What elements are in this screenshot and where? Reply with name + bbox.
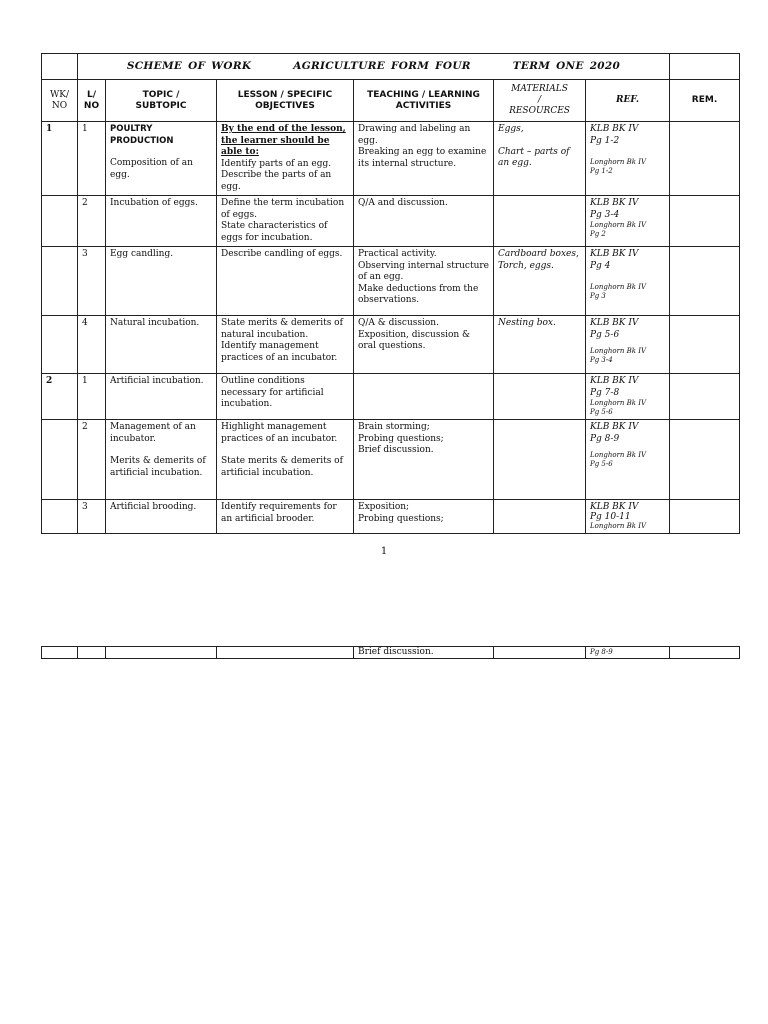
table-row xyxy=(42,316,740,374)
ref-cell: KLB BK IV Pg 7-8 Longhorn Bk IV Pg 5-6 xyxy=(586,374,670,420)
scheme-of-work-table xyxy=(41,53,740,534)
activities-cell: Brain storming; Probing questions; Brief discussion. xyxy=(354,420,494,500)
ref-cell: KLB BK IV Pg 3-4 Longhorn Bk IV Pg 2 xyxy=(586,196,670,247)
table-row xyxy=(42,122,740,196)
week-number xyxy=(42,420,78,500)
week-number xyxy=(42,500,78,534)
week-number xyxy=(42,647,78,659)
objectives-cell: Define the term incubation of eggs. State characteristics of eggs for incubation. xyxy=(217,196,354,247)
remarks-cell xyxy=(670,500,740,534)
table-row xyxy=(42,647,740,659)
title-subject: AGRICULTURE FORM FOUR xyxy=(293,59,471,72)
remarks-cell xyxy=(670,374,740,420)
topic-cell: Incubation of eggs. xyxy=(106,196,217,247)
ref-cell: KLB BK IV Pg 10-11 Longhorn Bk IV xyxy=(586,500,670,534)
activities-cell: Brief discussion. xyxy=(354,647,494,659)
lesson-number: 3 xyxy=(78,500,106,534)
activities-cell: Q/A & discussion. Exposition, discussion & oral questions. xyxy=(354,316,494,374)
objectives-cell xyxy=(217,647,354,659)
lesson-number xyxy=(78,647,106,659)
topic-cell xyxy=(106,647,217,659)
topic-cell: Natural incubation. xyxy=(106,316,217,374)
lesson-number: 2 xyxy=(78,196,106,247)
topic-heading: POULTRY PRODUCTION xyxy=(110,124,174,146)
objectives-intro: By the end of the lesson, the learner should be able to: xyxy=(221,124,346,157)
title-blank-cell xyxy=(42,54,78,80)
title-scheme: SCHEME OF WORK xyxy=(126,59,252,72)
header-ref: REF. xyxy=(586,80,670,122)
topic-cell: Artificial incubation. xyxy=(106,374,217,420)
materials-cell xyxy=(494,374,586,420)
lesson-number: 4 xyxy=(78,316,106,374)
title-term: TERM ONE 2020 xyxy=(512,59,621,72)
document-title xyxy=(78,54,670,80)
objectives-cell: Outline conditions necessary for artificial incubation. xyxy=(217,374,354,420)
remarks-cell xyxy=(670,196,740,247)
topic-cell: Artificial brooding. xyxy=(106,500,217,534)
header-materials: MATERIALS / RESOURCES xyxy=(494,80,586,122)
remarks-cell xyxy=(670,316,740,374)
header-lesson: LESSON / SPECIFIC OBJECTIVES xyxy=(217,80,354,122)
header-topic: TOPIC / SUBTOPIC xyxy=(106,80,217,122)
ref-cell: Pg 8-9 xyxy=(586,647,670,659)
week-number xyxy=(42,247,78,316)
week-number: 1 xyxy=(42,122,78,196)
materials-cell xyxy=(494,500,586,534)
lesson-number: 2 xyxy=(78,420,106,500)
page-number: 1 xyxy=(380,546,388,557)
materials-cell: Eggs, Chart – parts of an egg. xyxy=(494,122,586,196)
topic-cell: POULTRY PRODUCTION Composition of an egg. xyxy=(106,122,217,196)
materials-cell xyxy=(494,420,586,500)
header-teaching: TEACHING / LEARNING ACTIVITIES xyxy=(354,80,494,122)
objectives-cell: Identify requirements for an artificial brooder. xyxy=(217,500,354,534)
lesson-number: 3 xyxy=(78,247,106,316)
ref-cell: KLB BK IV Pg 4 Longhorn Bk IV Pg 3 xyxy=(586,247,670,316)
objectives-cell: State merits & demerits of natural incubation. Identify management practices of an incubator. xyxy=(217,316,354,374)
table-row xyxy=(42,500,740,534)
header-lno: L/ NO xyxy=(78,80,106,122)
header-rem: REM. xyxy=(670,80,740,122)
week-number xyxy=(42,196,78,247)
objectives-cell: Highlight management practices of an incubator. State merits & demerits of artificial incubation. xyxy=(217,420,354,500)
week-number: 2 xyxy=(42,374,78,420)
table-row xyxy=(42,420,740,500)
materials-cell xyxy=(494,196,586,247)
objectives-cell: Describe candling of eggs. xyxy=(217,247,354,316)
continuation-table xyxy=(41,646,740,659)
remarks-cell xyxy=(670,247,740,316)
objectives-cell: By the end of the lesson, the learner should be able to: Identify parts of an egg. Describe the parts of an egg. xyxy=(217,122,354,196)
table-row xyxy=(42,196,740,247)
table-row xyxy=(42,374,740,420)
lesson-number: 1 xyxy=(78,122,106,196)
table-row xyxy=(42,247,740,316)
activities-cell: Practical activity. Observing internal structure of an egg. Make deductions from the observations. xyxy=(354,247,494,316)
topic-cell: Management of an incubator. Merits & demerits of artificial incubation. xyxy=(106,420,217,500)
week-number xyxy=(42,316,78,374)
activities-cell: Q/A and discussion. xyxy=(354,196,494,247)
title-blank-cell-right xyxy=(670,54,740,80)
header-wk: WK/ NO xyxy=(42,80,78,122)
remarks-cell xyxy=(670,420,740,500)
activities-cell: Exposition; Probing questions; xyxy=(354,500,494,534)
remarks-cell xyxy=(670,647,740,659)
activities-cell xyxy=(354,374,494,420)
materials-cell: Cardboard boxes, Torch, eggs. xyxy=(494,247,586,316)
remarks-cell xyxy=(670,122,740,196)
topic-cell: Egg candling. xyxy=(106,247,217,316)
activities-cell: Drawing and labeling an egg. Breaking an egg to examine its internal structure. xyxy=(354,122,494,196)
materials-cell xyxy=(494,647,586,659)
ref-cell: KLB BK IV Pg 1-2 Longhorn Bk IV Pg 1-2 xyxy=(586,122,670,196)
lesson-number: 1 xyxy=(78,374,106,420)
ref-cell: KLB BK IV Pg 8-9 Longhorn Bk IV Pg 5-6 xyxy=(586,420,670,500)
materials-cell: Nesting box. xyxy=(494,316,586,374)
ref-cell: KLB BK IV Pg 5-6 Longhorn Bk IV Pg 3-4 xyxy=(586,316,670,374)
